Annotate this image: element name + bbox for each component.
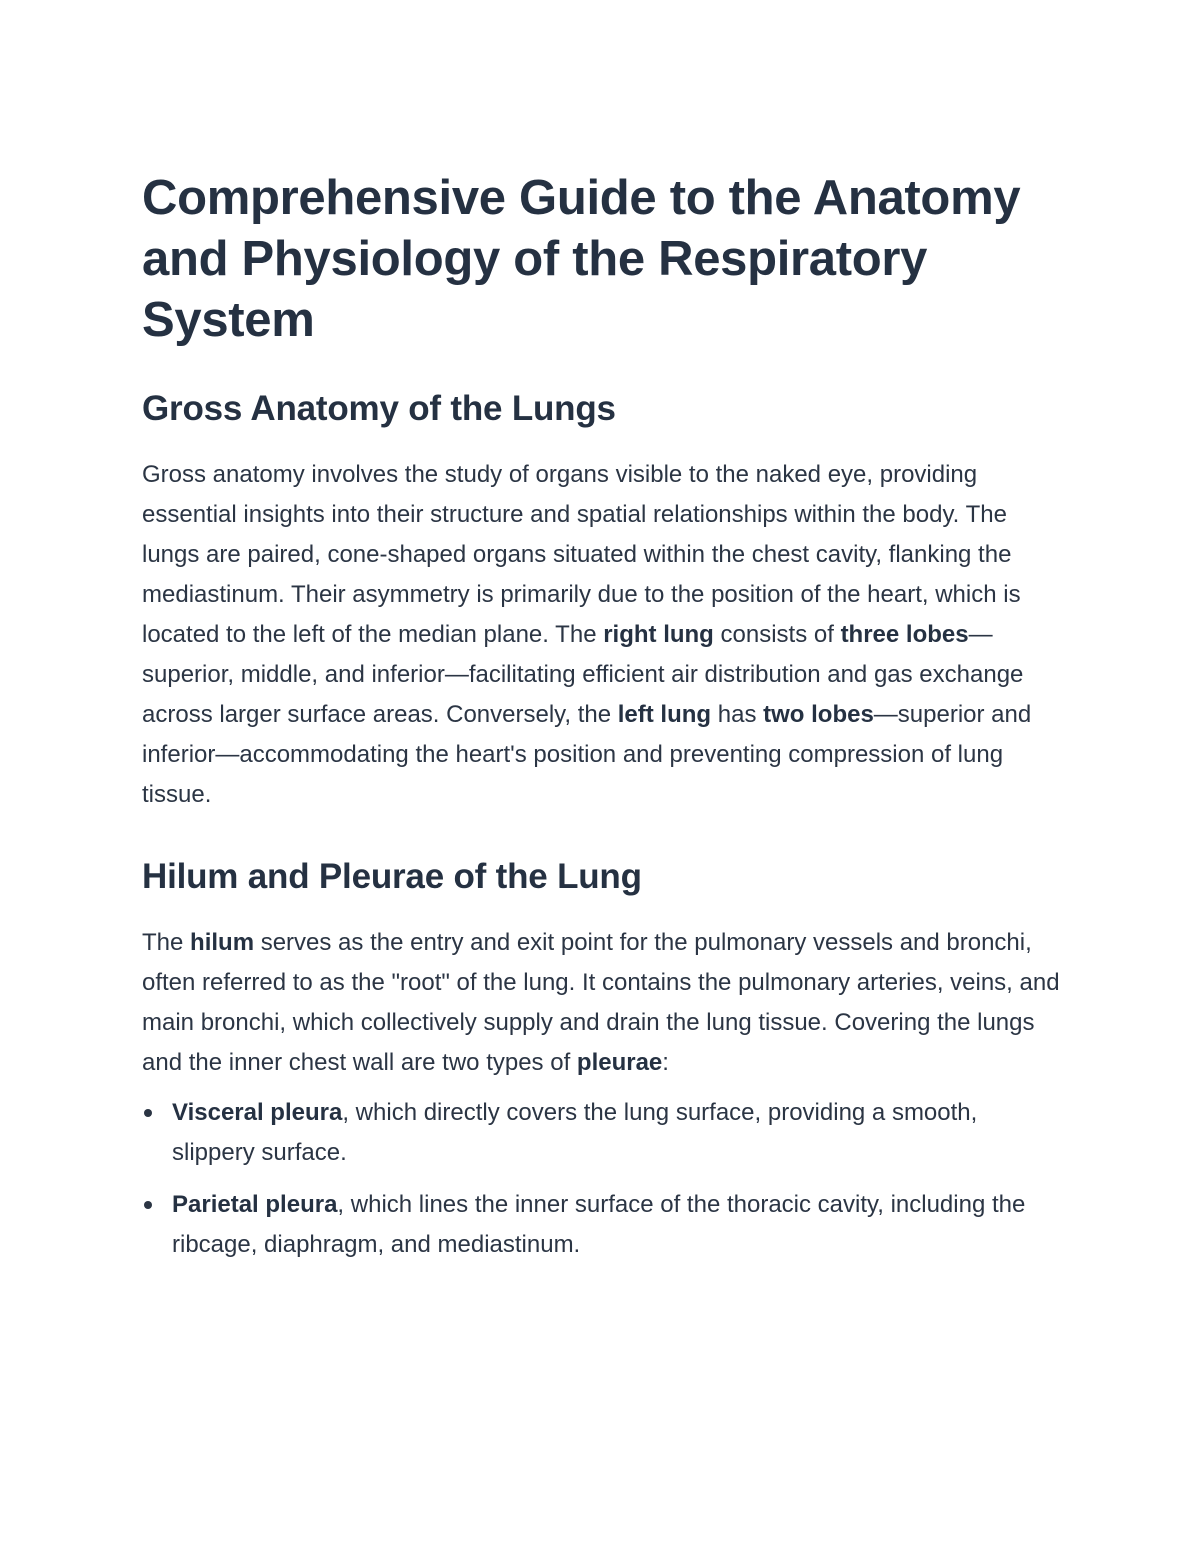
bullet-icon	[144, 1201, 152, 1209]
bold-term: right lung	[603, 621, 714, 648]
bold-term: left lung	[617, 701, 712, 728]
pleurae-list	[142, 1093, 1060, 1265]
bold-term: three lobes	[840, 621, 969, 648]
text-run: —superior and inferior—accommodating the heart's position and preventing compression of lung tissue.	[142, 701, 1032, 808]
list-item	[142, 1185, 1060, 1265]
list-item-term: Parietal pleura	[172, 1191, 338, 1218]
text-run: consists of	[713, 621, 841, 648]
text-run: —superior, middle, and inferior—facilitating efficient air distribution and gas exchange across larger surface areas. Conversely, the	[142, 621, 1024, 728]
list-item-text: , which lines the inner surface of the thoracic cavity, including the ribcage, diaphragm, and mediastinum.	[172, 1191, 1026, 1258]
bold-term: hilum	[190, 929, 255, 956]
paragraph-hilum-pleurae	[142, 923, 1060, 1083]
bullet-icon	[144, 1109, 152, 1117]
text-run: The	[142, 929, 191, 956]
text-run: Gross anatomy involves the study of organs visible to the naked eye, providing essential insights into their structure and spatial relationships within the body. The lungs are paired, cone-shaped organs situated within the chest cavity, flanking the mediastinum. Their asymmetry is primarily due to the position of the heart, which is located to the left of the median plane. The	[142, 461, 1021, 648]
list-item-term: Visceral pleura	[172, 1099, 343, 1126]
text-run: has	[711, 701, 764, 728]
bold-term: two lobes	[763, 701, 874, 728]
document-title: Comprehensive Guide to the Anatomy and Physiology of the Respiratory System	[142, 171, 1021, 347]
text-run: :	[662, 1049, 669, 1076]
section-heading-gross-anatomy: Gross Anatomy of the Lungs	[142, 389, 616, 428]
section-heading-hilum-pleurae: Hilum and Pleurae of the Lung	[142, 857, 642, 896]
paragraph-gross-anatomy	[142, 455, 1060, 815]
list-item	[142, 1093, 1060, 1173]
list-item-text: , which directly covers the lung surface, providing a smooth, slippery surface.	[172, 1099, 978, 1166]
bold-term: pleurae	[576, 1049, 663, 1076]
text-run: serves as the entry and exit point for the pulmonary vessels and bronchi, often referred to as the "root" of the lung. It contains the pulmonary arteries, veins, and main bronchi, which collectively supply and drain the lung tissue. Covering the lungs and the inner chest wall are two types of	[142, 929, 1060, 1076]
